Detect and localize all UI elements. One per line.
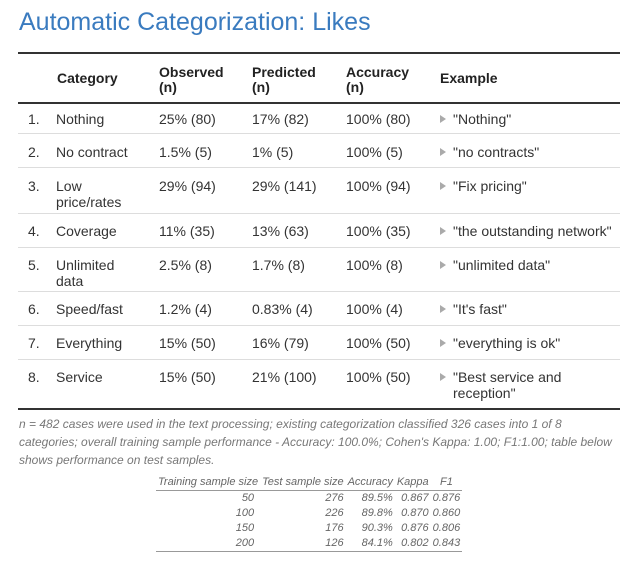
row-example: "Nothing" [453,111,512,127]
page-title: Automatic Categorization: Likes [19,8,371,36]
row-number: 2. [28,144,40,160]
row-example-toggle[interactable] [440,335,625,351]
perf-accuracy: 89.8% [361,507,393,519]
row-category: Nothing [56,111,105,127]
perf-row [156,521,462,536]
row-number: 5. [28,257,40,273]
header-accuracy-line2: (n) [346,79,364,95]
header-predicted-line1: Predicted [252,64,316,80]
row-accuracy: 100% (8) [346,257,403,273]
row-observed: 1.5% (5) [159,144,212,160]
row-example: "no contracts" [453,144,540,160]
perf-kappa: 0.867 [401,492,429,504]
perf-test: 126 [260,536,346,552]
header-observed-line1: Observed [159,64,224,80]
row-example: "Fix pricing" [453,178,527,194]
row-accuracy: 100% (50) [346,369,411,385]
header-accuracy [346,65,409,95]
expand-triangle-icon[interactable] [440,339,446,347]
row-category: Low price/rates [56,178,122,210]
row-example: "It's fast" [453,301,507,317]
row-example: "the outstanding network" [453,223,612,239]
row-example-toggle[interactable] [440,178,625,194]
row-number: 1. [28,111,40,127]
expand-triangle-icon[interactable] [440,373,446,381]
perf-header-f1: F1 [431,474,463,491]
perf-kappa: 0.802 [395,536,431,552]
row-category: Unlimited data [56,257,115,289]
expand-triangle-icon[interactable] [440,227,446,235]
row-observed: 1.2% (4) [159,301,212,317]
footnote: n = 482 cases were used in the text processing; existing categorization classified 326 cases into 1 of 8 categories; overall training sample performance - Accuracy: 100.0%; Cohen's Kappa: 1.00; F1:1.00; table below shows performance on test samples. [19,417,612,467]
row-category: Speed/fast [56,301,123,317]
row-observed: 15% (50) [159,335,216,351]
expand-triangle-icon[interactable] [440,182,446,190]
perf-accuracy: 90.3% [361,522,393,534]
perf-training: 150 [235,522,255,534]
table-top-rule [18,52,620,54]
expand-triangle-icon[interactable] [440,148,446,156]
row-number: 4. [28,223,40,239]
table-row [18,134,620,168]
row-observed: 2.5% (8) [159,257,212,273]
perf-row [156,506,462,521]
row-predicted: 1.7% (8) [252,257,305,273]
row-accuracy: 100% (94) [346,178,411,194]
row-category: Everything [56,335,123,351]
perf-f1: 0.843 [431,536,463,552]
table-row [18,248,620,292]
row-example-toggle[interactable] [440,144,625,160]
perf-row [156,491,462,507]
perf-kappa: 0.876 [401,522,429,534]
row-predicted: 21% (100) [252,369,317,385]
perf-accuracy: 84.1% [346,536,395,552]
row-example-toggle[interactable] [440,301,625,317]
row-example-toggle[interactable] [440,111,625,127]
row-predicted: 0.83% (4) [252,301,313,317]
table-row [18,104,620,134]
header-predicted-line2: (n) [252,79,270,95]
row-accuracy: 100% (35) [346,223,411,239]
performance-table [156,474,462,552]
row-predicted: 13% (63) [252,223,309,239]
perf-header-test: Test sample size [260,474,346,491]
expand-triangle-icon[interactable] [440,115,446,123]
row-predicted: 1% (5) [252,144,294,160]
perf-training: 50 [241,492,255,504]
row-accuracy: 100% (50) [346,335,411,351]
perf-test: 176 [325,522,344,534]
perf-kappa: 0.870 [401,507,429,519]
perf-f1: 0.876 [432,492,461,504]
table-row [18,326,620,360]
row-observed: 25% (80) [159,111,216,127]
row-example: "unlimited data" [453,257,551,273]
row-number: 3. [28,178,40,194]
perf-f1: 0.860 [432,507,461,519]
row-predicted: 29% (141) [252,178,317,194]
table-bottom-rule [18,408,620,410]
row-category: Coverage [56,223,117,239]
perf-training: 200 [156,536,260,552]
row-example-toggle[interactable] [440,257,625,273]
row-number: 6. [28,301,40,317]
table-row [18,292,620,326]
header-observed-line2: (n) [159,79,177,95]
perf-header-kappa: Kappa [395,474,431,491]
row-accuracy: 100% (4) [346,301,403,317]
row-accuracy: 100% (80) [346,111,411,127]
header-category: Category [57,70,118,86]
row-example-toggle[interactable] [440,223,630,239]
row-observed: 29% (94) [159,178,216,194]
row-number: 7. [28,335,40,351]
row-number: 8. [28,369,40,385]
perf-test: 226 [325,507,344,519]
perf-row [156,536,462,552]
perf-header-accuracy: Accuracy [346,474,395,491]
row-category: Service [56,369,103,385]
table-row [18,360,620,408]
perf-training: 100 [235,507,255,519]
header-observed [159,65,224,95]
expand-triangle-icon[interactable] [440,305,446,313]
row-example: "Best service and reception" [453,369,562,401]
row-accuracy: 100% (5) [346,144,403,160]
table-row [18,168,620,214]
header-predicted [252,65,316,95]
row-predicted: 16% (79) [252,335,309,351]
perf-f1: 0.806 [432,522,461,534]
row-observed: 15% (50) [159,369,216,385]
table-row [18,214,620,248]
header-example: Example [440,70,498,86]
header-accuracy-line1: Accuracy [346,64,410,80]
performance-header-row [156,474,462,491]
row-example: "everything is ok" [453,335,561,351]
row-category: No contract [56,144,128,160]
expand-triangle-icon[interactable] [440,261,446,269]
perf-header-training: Training sample size [156,474,260,491]
perf-test: 276 [325,492,344,504]
perf-accuracy: 89.5% [361,492,393,504]
row-predicted: 17% (82) [252,111,309,127]
row-observed: 11% (35) [159,223,215,239]
row-example-toggle[interactable] [440,369,625,401]
